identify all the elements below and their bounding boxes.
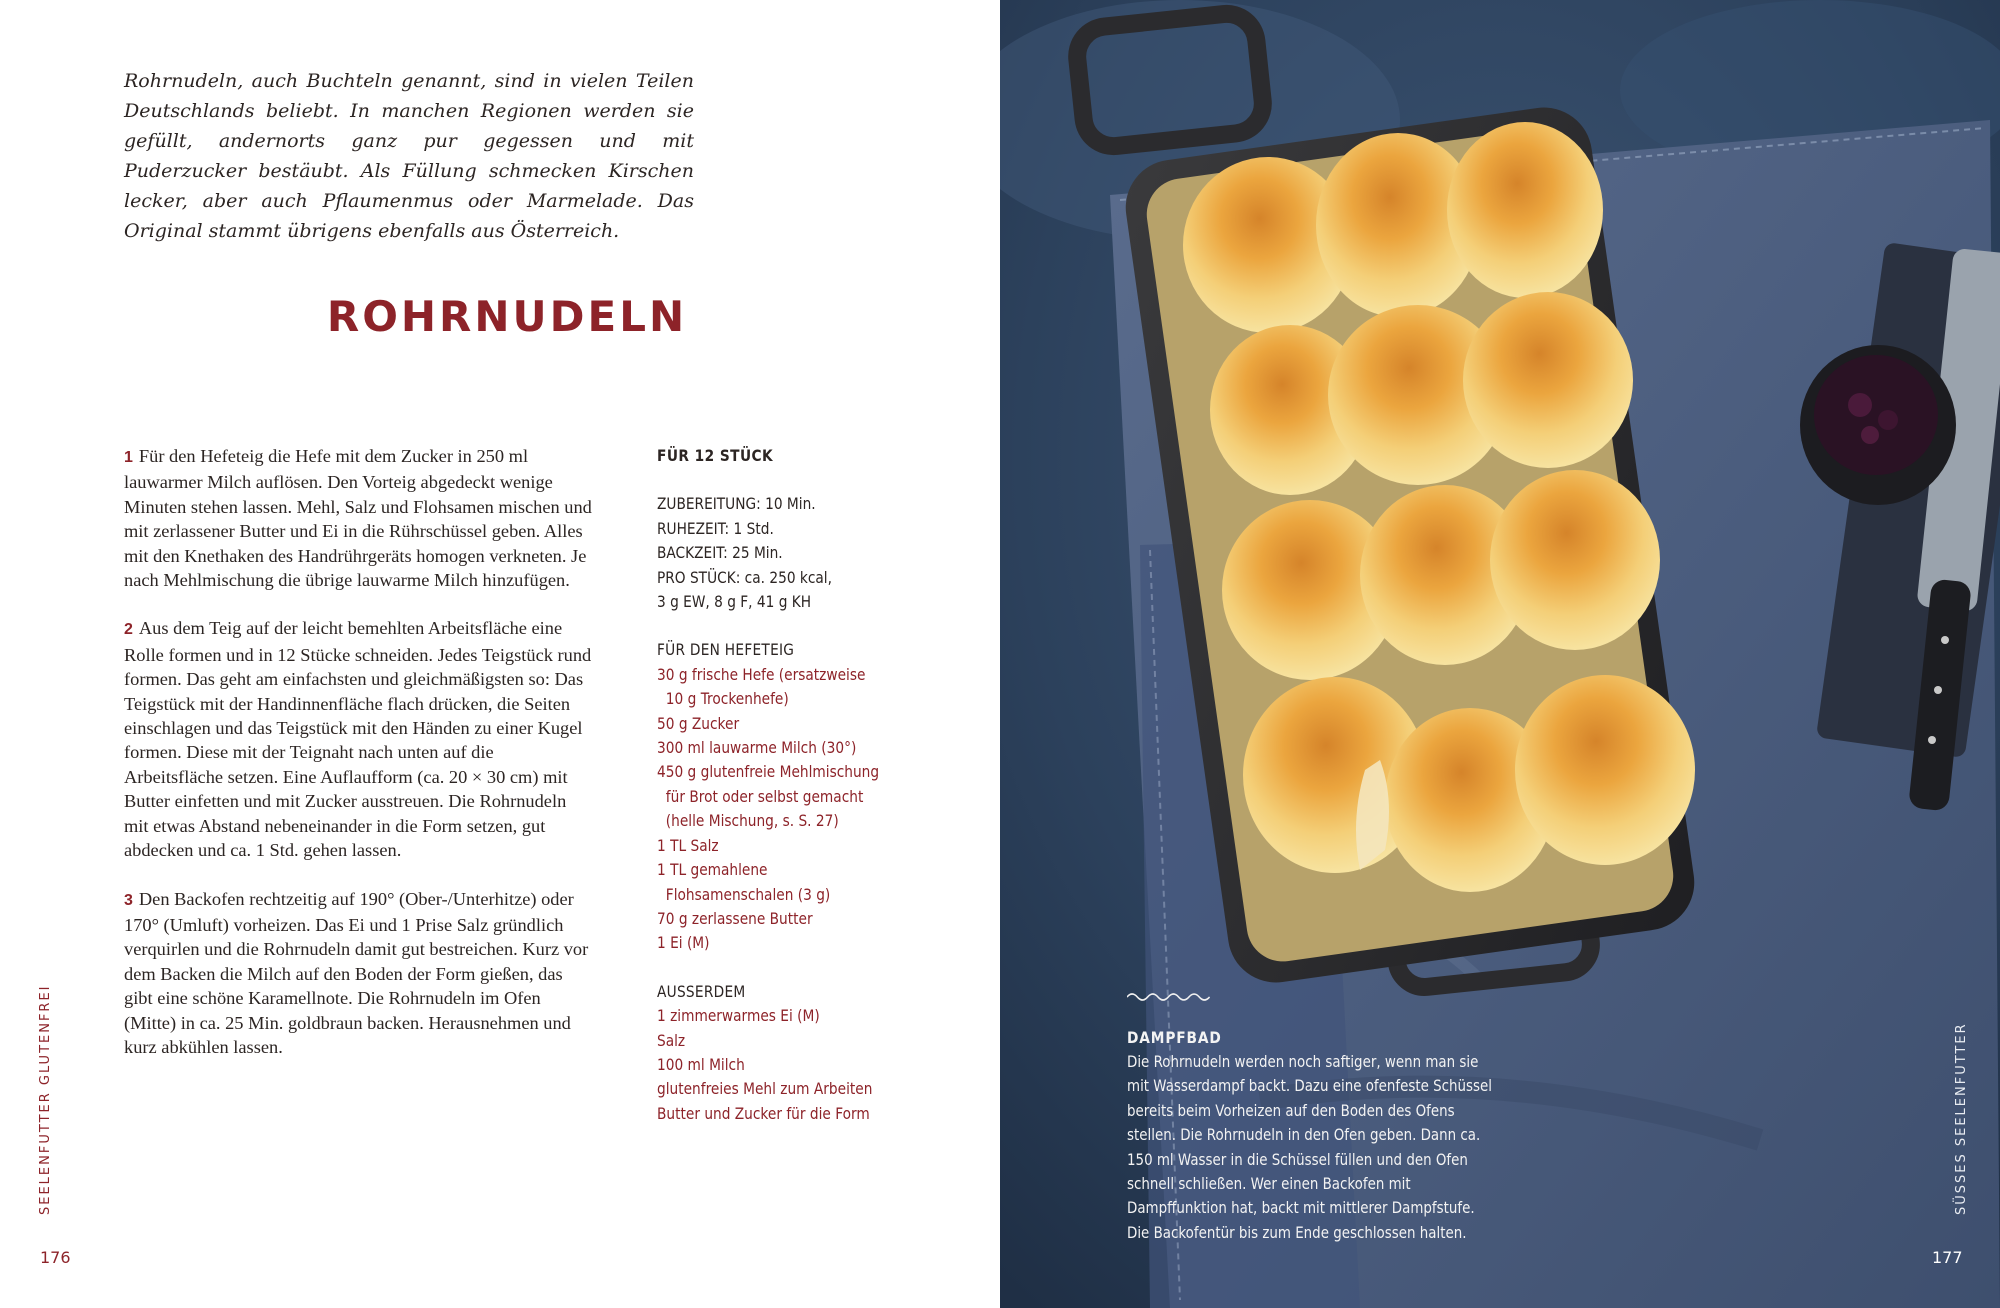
- recipe-title: ROHRNUDELN: [326, 292, 688, 341]
- ingredient-group-extra: [657, 980, 886, 1126]
- recipe-meta: [657, 492, 886, 614]
- ingredient-item: Butter und Zucker für die Form: [657, 1104, 870, 1123]
- method-steps: [124, 444, 594, 1083]
- ingredient-item: 30 g frische Hefe (ersatzweise 10 g Trockenhefe): [657, 665, 866, 709]
- step: [124, 444, 594, 592]
- step-number: 2: [124, 621, 133, 639]
- ingredient-item: 1 TL Salz: [657, 836, 719, 855]
- intro-paragraph: [124, 66, 694, 246]
- ingredient-item: 1 Ei (M): [657, 934, 710, 953]
- servings-heading: FÜR 12 STÜCK: [657, 447, 774, 465]
- ingredient-group-heading: AUSSERDEM: [657, 982, 746, 1001]
- step-text: Aus dem Teig auf der leicht bemehlten Arbeitsfläche eine Rolle formen und in 12 Stücke schneiden. Jedes Teigstück rund formen. Das geht am einfachsten und gleichmäßigsten so: Das Teigstück mit der Handinnenfläche flach drücken, die Seiten einschlagen und das Teigstück mit den Händen zu einer Kugel formen. Diese mit der Teignaht nach unten auf die Arbeitsfläche setzen. Eine Auflaufform (ca. 20 × 30 cm) mit Butter einfetten und mit Zucker ausstreuen. Die Rohrnudeln mit etwas Abstand nebeneinander in die Form setzen, gut abdecken und ca. 1 Std. gehen lassen.: [124, 618, 592, 861]
- step-text: Für den Hefeteig die Hefe mit dem Zucker in 250 ml lauwarmer Milch auflösen. Den Vorteig abgedeckt wenige Minuten stehen lassen. Mehl, Salz und Flohsamen mischen und mit zerlassener Butter und Ei in die Rührschüssel geben. Alles mit den Knethaken des Handrührgeräts homogen verkneten. Je nach Mehlmischung die übrige lauwarme Milch hinzufügen.: [124, 446, 592, 591]
- step-number: 3: [124, 891, 133, 909]
- tip-box: [1127, 990, 1492, 1245]
- ingredient-item: Salz: [657, 1031, 686, 1050]
- section-label-right: SÜSSES SEELENFUTTER: [1954, 1022, 1969, 1215]
- ingredient-group-heading: FÜR DEN HEFETEIG: [657, 641, 795, 660]
- meta-kcal: PRO STÜCK: ca. 250 kcal,: [657, 568, 832, 587]
- meta-nutrients: 3 g EW, 8 g F, 41 g KH: [657, 593, 812, 612]
- ingredient-item: 50 g Zucker: [657, 714, 740, 733]
- ingredient-item: 450 g glutenfreie Mehlmischung für Brot oder selbst gemacht (helle Mischung, s. S. 27): [657, 763, 880, 831]
- ingredient-item: 1 zimmerwarmes Ei (M): [657, 1007, 820, 1026]
- intro-text: Rohrnudeln, auch Buchteln genannt, sind in vielen Teilen Deutschlands beliebt. In manchen Regionen werden sie gefüllt, andernorts ganz pur gegessen und mit Puderzucker bestäubt. Als Füllung schmecken Kirschen lecker, aber auch Pflaumenmus oder Marmelade. Das Original stammt übrigens ebenfalls aus Österreich.: [124, 70, 694, 242]
- meta-rest: RUHEZEIT: 1 Std.: [657, 519, 774, 538]
- ingredient-item: glutenfreies Mehl zum Arbeiten: [657, 1080, 873, 1099]
- wave-ornament-icon: [1127, 990, 1213, 1004]
- ingredient-item: 300 ml lauwarme Milch (30°): [657, 739, 857, 758]
- meta-prep: ZUBEREITUNG: 10 Min.: [657, 495, 816, 514]
- page-number-left: 176: [40, 1248, 71, 1267]
- tip-title: DAMPFBAD: [1127, 1028, 1222, 1047]
- step-text: Den Backofen rechtzeitig auf 190° (Ober-/Unterhitze) oder 170° (Umluft) vorheizen. Das Ei und 1 Prise Salz gründlich verquirlen und die Rohrnudeln damit gut bestreichen. Kurz vor dem Backen die Milch auf den Boden der Form gießen, das gibt eine schöne Karamellnote. Die Rohrnudeln im Ofen (Mitte) in ca. 25 Min. goldbraun backen. Herausnehmen und kurz abkühlen lassen.: [124, 888, 589, 1057]
- page-number-right: 177: [1932, 1248, 1963, 1267]
- ingredient-item: 1 TL gemahlene Flohsamenschalen (3 g): [657, 861, 831, 904]
- meta-bake: BACKZEIT: 25 Min.: [657, 544, 783, 563]
- ingredient-item: 70 g zerlassene Butter: [657, 909, 813, 928]
- section-label-left: SEELENFUTTER GLUTENFREI: [38, 984, 53, 1215]
- ingredient-group-dough: [657, 638, 886, 955]
- ingredient-item: 100 ml Milch: [657, 1055, 745, 1074]
- step: [124, 616, 594, 862]
- step: [124, 887, 594, 1060]
- tip-text: Die Rohrnudeln werden noch saftiger, wenn man sie mit Wasserdampf backt. Dazu eine ofenfeste Schüssel bereits beim Vorheizen auf den Boden des Ofens stellen. Die Rohrnudeln in den Ofen geben. Dann ca. 150 ml Wasser in die Schüssel füllen und den Ofen schnell schließen. Wer einen Backofen mit Dampffunktion hat, backt mit mittlerer Dampfstufe. Die Backofentür bis zum Ende geschlossen halten.: [1127, 1053, 1492, 1242]
- ingredients-column: [657, 444, 886, 1150]
- step-number: 1: [124, 449, 133, 466]
